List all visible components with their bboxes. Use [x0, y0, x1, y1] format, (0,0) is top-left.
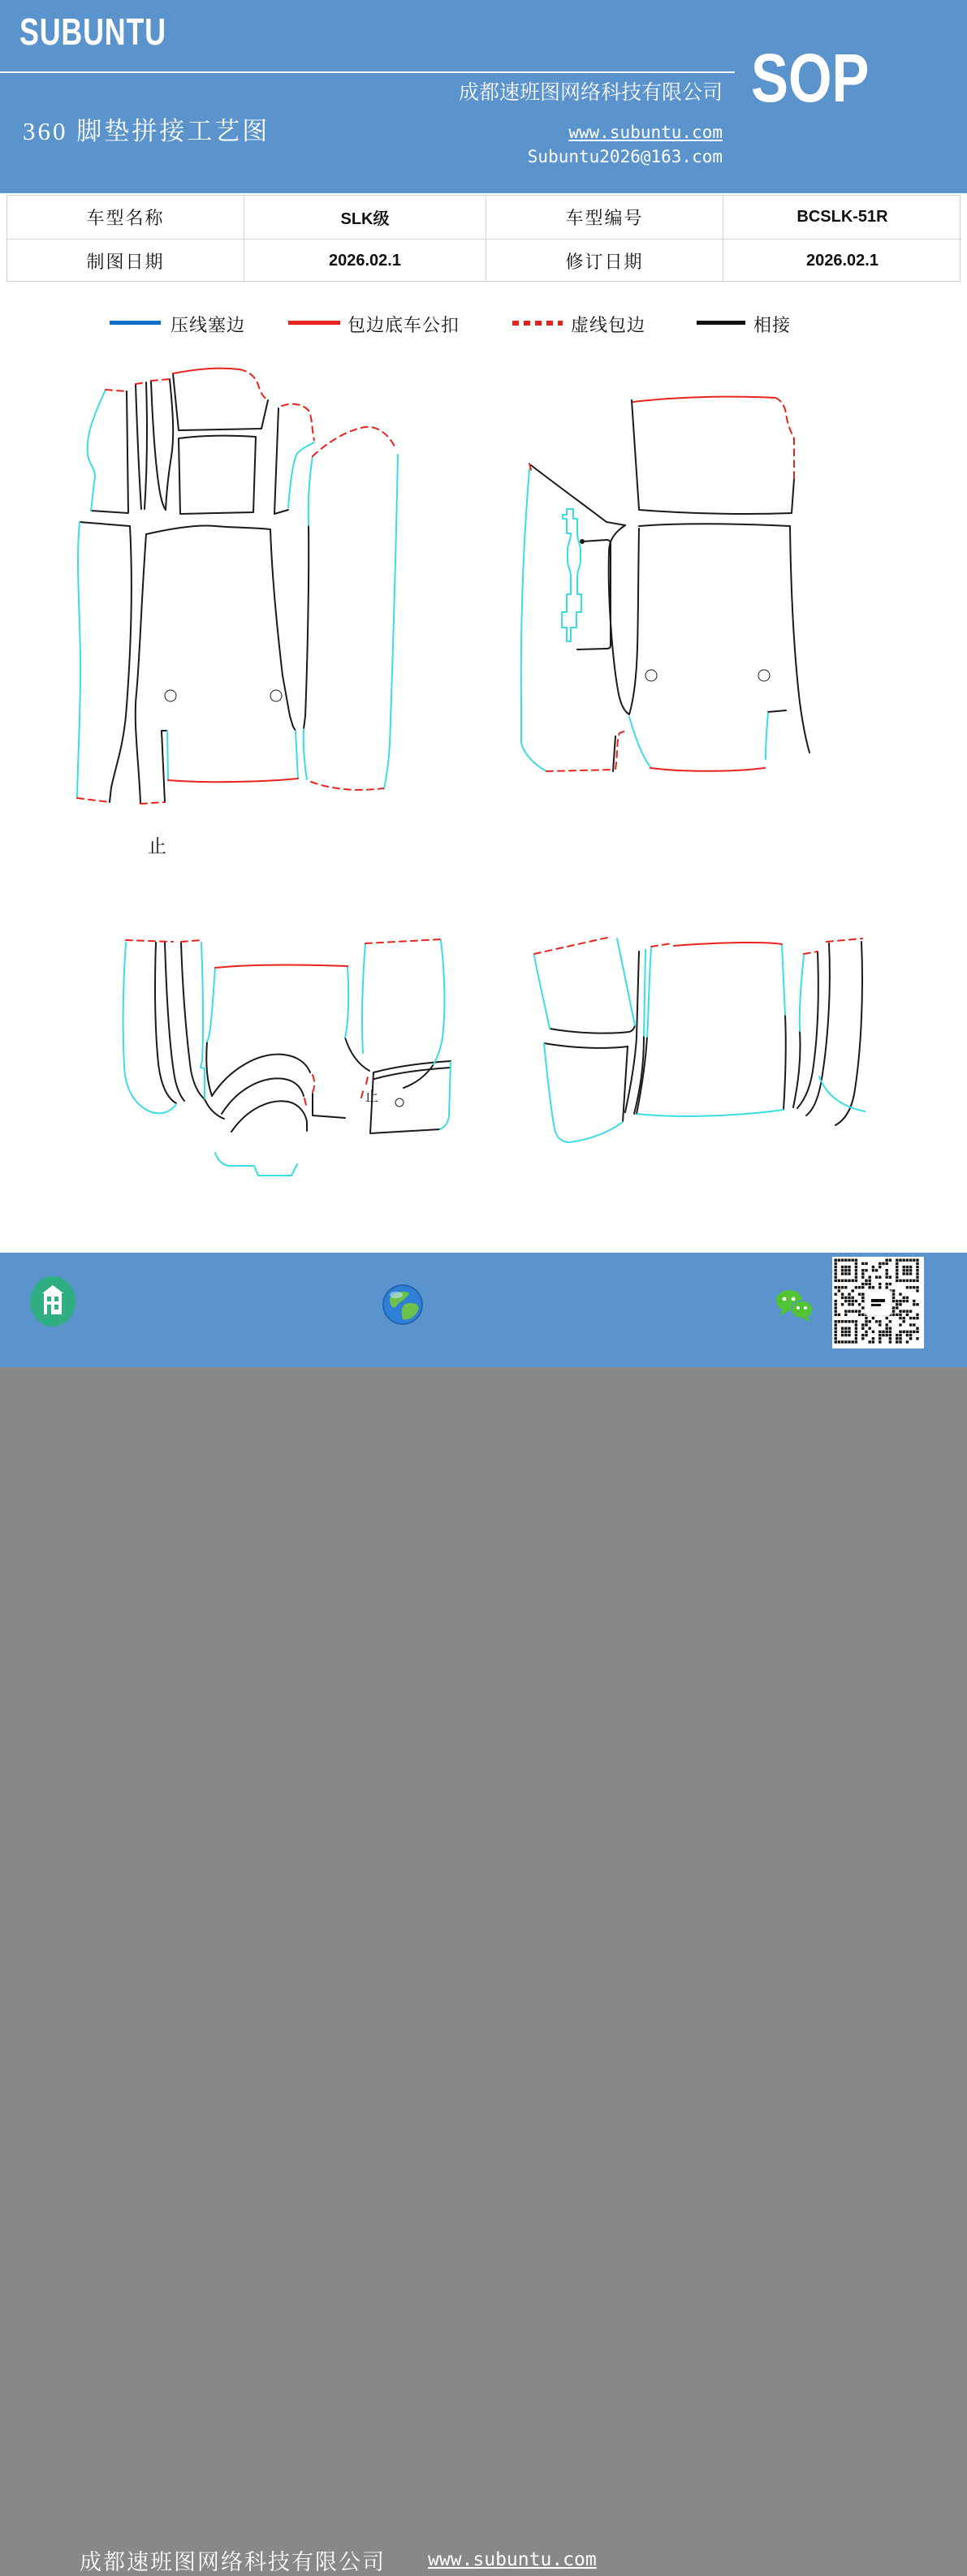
- legend-line-join-icon: [697, 321, 745, 325]
- header-banner: [0, 0, 967, 193]
- header-email: Subuntu2026@163.com: [527, 147, 723, 166]
- stop-mark-lower: 止: [365, 1089, 378, 1104]
- stop-mark-upper: 止: [148, 836, 166, 857]
- qr-code: [832, 1257, 924, 1348]
- header-contacts: [479, 120, 723, 169]
- sop-badge: SOP: [751, 40, 870, 116]
- legend-label-bind-buckle: 包边底车公扣: [348, 315, 460, 335]
- legend-label-press-edge: 压线塞边: [171, 315, 246, 335]
- table-cell-revdate-value: 2026.02.1: [806, 252, 879, 270]
- table-cell-code-value: BCSLK-51R: [723, 196, 961, 239]
- diagram-front-mat-left: [69, 334, 410, 809]
- legend-line-dashed-bind-icon: [512, 321, 563, 326]
- page-title: 360 脚垫拼接工艺图: [23, 117, 270, 145]
- vehicle-info-table: [6, 195, 961, 282]
- footer-banner: [0, 1253, 967, 2574]
- table-cell-model-label: 车型名称: [7, 196, 244, 239]
- diagram-rear-mat-right: [499, 877, 869, 1145]
- legend-line-bind-buckle-icon: [288, 321, 340, 325]
- table-cell-drawdate-label: 制图日期: [7, 239, 244, 283]
- legend-label-join: 相接: [753, 315, 792, 335]
- footer-company-name: 成都速班图网络科技有限公司: [80, 2550, 386, 2574]
- table-cell-code-label: 车型编号: [486, 196, 723, 239]
- brand-logo: SUBUNTU: [19, 11, 166, 53]
- building-icon: [29, 1275, 76, 1327]
- globe-icon: [382, 1284, 424, 1326]
- header-divider: [0, 71, 735, 73]
- diagram-rear-mat-left: [110, 828, 459, 1185]
- wechat-icon[interactable]: [775, 1288, 816, 1324]
- footer-website-link[interactable]: www.subuntu.com: [428, 2549, 597, 2570]
- legend-label-dashed-bind: 虚线包边: [571, 315, 646, 335]
- table-cell-model-value: SLK级: [244, 196, 486, 239]
- legend-line-press-edge-icon: [110, 321, 161, 325]
- header-website-link[interactable]: www.subuntu.com: [568, 123, 723, 142]
- diagram-front-mat-right: [479, 361, 820, 804]
- table-cell-drawdate-value: 2026.02.1: [244, 239, 486, 283]
- table-cell-revdate-label: 修订日期: [486, 239, 723, 283]
- header-company-name: 成都速班图网络科技有限公司: [458, 82, 723, 104]
